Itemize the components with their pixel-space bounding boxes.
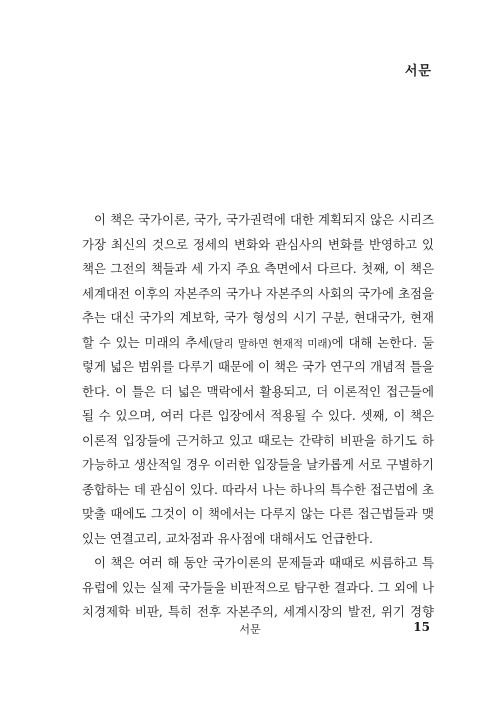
parenthetical-note: (달리 말하면 현재적 미래) [209, 337, 332, 350]
running-header-title: 서문 [404, 64, 432, 79]
running-footer-title: 서문 [239, 623, 261, 636]
text-line: 될 수 있으며, 여러 다른 입장에서 적용될 수 있다. 셋째, 이 책은 [82, 408, 434, 423]
text-line: 책은 그전의 책들과 세 가지 주요 측면에서 다르다. 첫째, 이 책은 [82, 261, 434, 276]
text-line: 유럽에 있는 실제 국가들을 비판적으로 탐구한 결과다. 그 외에 나 [82, 579, 434, 595]
text-line: 가능하고 생산적일 경우 이러한 입장들을 날카롭게 서로 구별하기 [82, 457, 434, 472]
page-number: 15 [413, 620, 430, 634]
text-segment: 할 수 있는 미래의 추세 [82, 334, 210, 350]
text-line: 종합하는 데 관심이 있다. 따라서 나는 하나의 특수한 접근법에 초 [82, 481, 434, 497]
text-line: 맞출 때에도 그것이 이 책에서는 다루지 않는 다른 접근법들과 맺 [82, 506, 434, 521]
text-line: 추는 대신 국가의 계보학, 국가 형성의 시기 구분, 현대국가, 현재 [82, 310, 434, 325]
text-line: 렇게 넓은 범위를 다루기 때문에 이 책은 국가 연구의 개념적 틀을 [82, 359, 434, 374]
text-line: 한다. 이 틀은 더 넓은 맥락에서 활용되고, 더 이론적인 접근들에 [82, 383, 434, 399]
text-line: 치경제학 비판, 특히 전후 자본주의, 세계시장의 발전, 위기 경향 [82, 604, 434, 619]
text-segment: 에 대해 논한다. 둘 [331, 334, 434, 350]
text-line: 이 책은 국가이론, 국가, 국가권력에 대한 계획되지 않은 시리즈 [94, 212, 434, 227]
text-line: 있는 연결고리, 교차점과 유사점에 대해서도 언급한다. [82, 530, 373, 546]
text-line-mixed [82, 331, 434, 356]
body-text [82, 208, 434, 625]
text-line: 이론적 입장들에 근거하고 있고 때로는 간략히 비판을 하기도 하 [82, 432, 434, 448]
paragraph-2 [82, 551, 434, 625]
paragraph-1 [82, 208, 434, 551]
text-line: 가장 최신의 것으로 정세의 변화와 관심사의 변화를 반영하고 있 [82, 236, 434, 252]
text-line: 세계대전 이후의 자본주의 국가나 자본주의 사회의 국가에 초점을 [82, 285, 434, 301]
text-line: 이 책은 여러 해 동안 국가이론의 문제들과 때때로 씨름하고 특 [94, 555, 434, 570]
